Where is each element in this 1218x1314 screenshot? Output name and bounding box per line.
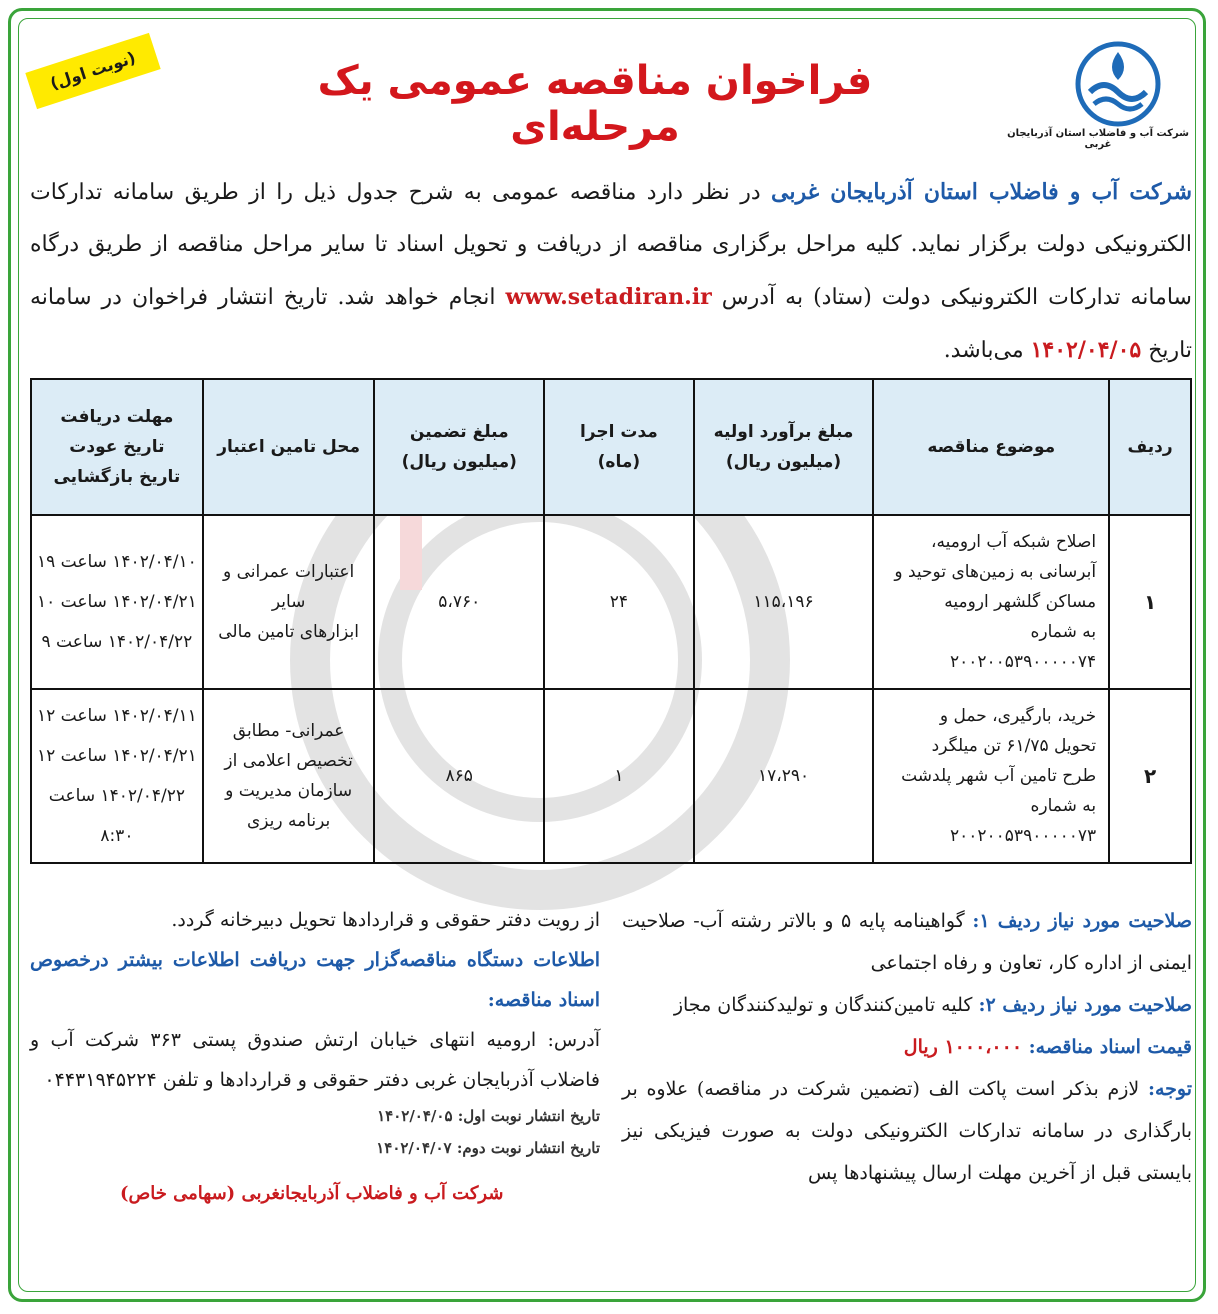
intro-text-2: انجام خواهد شد. تاریخ انتشار فراخوان در سامانه تاریخ <box>30 285 1192 363</box>
page-title: فراخوان مناقصه عمومی یک مرحله‌ای <box>317 58 873 150</box>
intro-text-3: می‌باشد. <box>943 338 1031 363</box>
table-header-row <box>31 379 1191 515</box>
note: توجه: لازم بذکر است پاکت الف (تضمین شرکت در مناقصه) علاوه بر بارگذاری در سامانه تدارکات الکترونیکی دولت به صورت فیزیکی نیز بایستی قبل از آخرین مهلت ارسال پیشنهادها پس <box>622 1078 1192 1184</box>
first-publication-badge: (نوبت اول) <box>25 33 160 109</box>
intro-publish-date: ۱۴۰۲/۰۴/۰۵ <box>1030 337 1142 363</box>
info-heading: اطلاعات دستگاه مناقصه‌گزار جهت دریافت اطلاعات بیشتر درخصوص اسناد مناقصه: <box>30 949 600 1011</box>
intro-company-name: شرکت آب و فاضلاب استان آذربایجان غربی <box>771 179 1192 205</box>
row-number: ۱ <box>1109 515 1191 689</box>
row-subject: خرید، بارگیری، حمل و تحویل ۶۱/۷۵ تن میلگرد طرح تامین آب شهر پلدشت به شماره ۲۰۰۲۰۰۵۳۹۰۰۰۰۰۷۳ <box>873 689 1109 863</box>
setadiran-link[interactable]: www.setadiran.ir <box>505 284 712 310</box>
row-number: ۲ <box>1109 689 1191 863</box>
row-deadline: ۱۴۰۲/۰۴/۱۰ ساعت ۱۹ ۱۴۰۲/۰۴/۲۱ ساعت ۱۰ ۱۴۰۲/۰۴/۲۲ ساعت ۹ <box>31 515 203 689</box>
document-price: قیمت اسناد مناقصه: ۱۰۰۰،۰۰۰ ریال <box>903 1036 1192 1058</box>
header-funding: محل تامین اعتبار <box>203 379 375 515</box>
row-funding: عمرانی- مطابق تخصیص اعلامی از سازمان مدیریت و برنامه ریزی <box>203 689 375 863</box>
table-row <box>31 689 1191 863</box>
header-duration: مدت اجرا (ماه) <box>544 379 694 515</box>
row-duration: ۲۴ <box>544 515 694 689</box>
address: آدرس: ارومیه انتهای خیابان ارتش صندوق پستی ۳۶۳ شرکت آب و فاضلاب آذربایجان غربی دفتر حقوقی و قراردادها و تلفن ۰۴۴۳۱۹۴۵۲۲۴ <box>30 1029 600 1091</box>
water-company-logo-icon <box>1068 40 1168 128</box>
row-guarantee: ۸۶۵ <box>374 689 544 863</box>
row-subject: اصلاح شبکه آب ارومیه، آبرسانی به زمین‌های توحید و مساکن گلشهر ارومیه به شماره ۲۰۰۲۰۰۵۳۹۰۰۰۰۰۷۴ <box>873 515 1109 689</box>
qualification-row-1: صلاحیت مورد نیاز ردیف ۱: گواهینامه پایه ۵ و بالاتر رشته آب- صلاحیت ایمنی از اداره کار، تعاون و رفاه اجتماعی <box>622 910 1193 974</box>
header-estimate: مبلغ برآورد اولیه (میلیون ریال) <box>694 379 874 515</box>
row-deadline: ۱۴۰۲/۰۴/۱۱ ساعت ۱۲ ۱۴۰۲/۰۴/۲۱ ساعت ۱۲ ۱۴۰۲/۰۴/۲۲ ساعت ۸:۳۰ <box>31 689 203 863</box>
qualifications-column <box>622 900 1192 1194</box>
tender-table <box>30 378 1192 864</box>
company-logo <box>1066 40 1170 132</box>
logo-caption: شرکت آب و فاضلاب استان آذربایجان غربی <box>1007 128 1189 150</box>
intro-paragraph <box>30 166 1192 377</box>
footer-company: شرکت آب و فاضلاب آذربایجانغربی (سهامی خاص) <box>120 1183 504 1204</box>
publish-date-first: تاریخ انتشار نوبت اول: ۱۴۰۲/۰۴/۰۵ <box>377 1107 600 1125</box>
note-continuation: از رویت دفتر حقوقی و قراردادها تحویل دبیرخانه گردد. <box>171 909 600 931</box>
publish-date-second: تاریخ انتشار نوبت دوم: ۱۴۰۲/۰۴/۰۷ <box>376 1139 600 1157</box>
table-row <box>31 515 1191 689</box>
row-funding: اعتبارات عمرانی و سایر ابزارهای تامین مالی <box>203 515 375 689</box>
row-guarantee: ۵،۷۶۰ <box>374 515 544 689</box>
qualification-row-2: صلاحیت مورد نیاز ردیف ۲: کلیه تامین‌کنندگان و تولیدکنندگان مجاز <box>673 994 1192 1016</box>
header-subject: موضوع مناقصه <box>873 379 1109 515</box>
header-row-number: ردیف <box>1109 379 1191 515</box>
header-deadline: مهلت دریافت تاریخ عودت تاریخ بازگشایی <box>31 379 203 515</box>
row-estimate: ۱۱۵،۱۹۶ <box>694 515 874 689</box>
row-estimate: ۱۷،۲۹۰ <box>694 689 874 863</box>
row-duration: ۱ <box>544 689 694 863</box>
header-guarantee: مبلغ تضمین (میلیون ریال) <box>374 379 544 515</box>
contact-column <box>30 900 600 1214</box>
intro-text-1: در نظر دارد مناقصه عمومی به شرح جدول ذیل را از طریق سامانه تدارکات الکترونیکی دولت برگزار نماید. کلیه مراحل برگزاری مناقصه از دریافت و تحویل اسناد تا سایر مراحل مناقصه از طریق درگاه سامانه تدارکات الکترونیکی دولت (ستاد) به آدرس <box>30 180 1192 310</box>
